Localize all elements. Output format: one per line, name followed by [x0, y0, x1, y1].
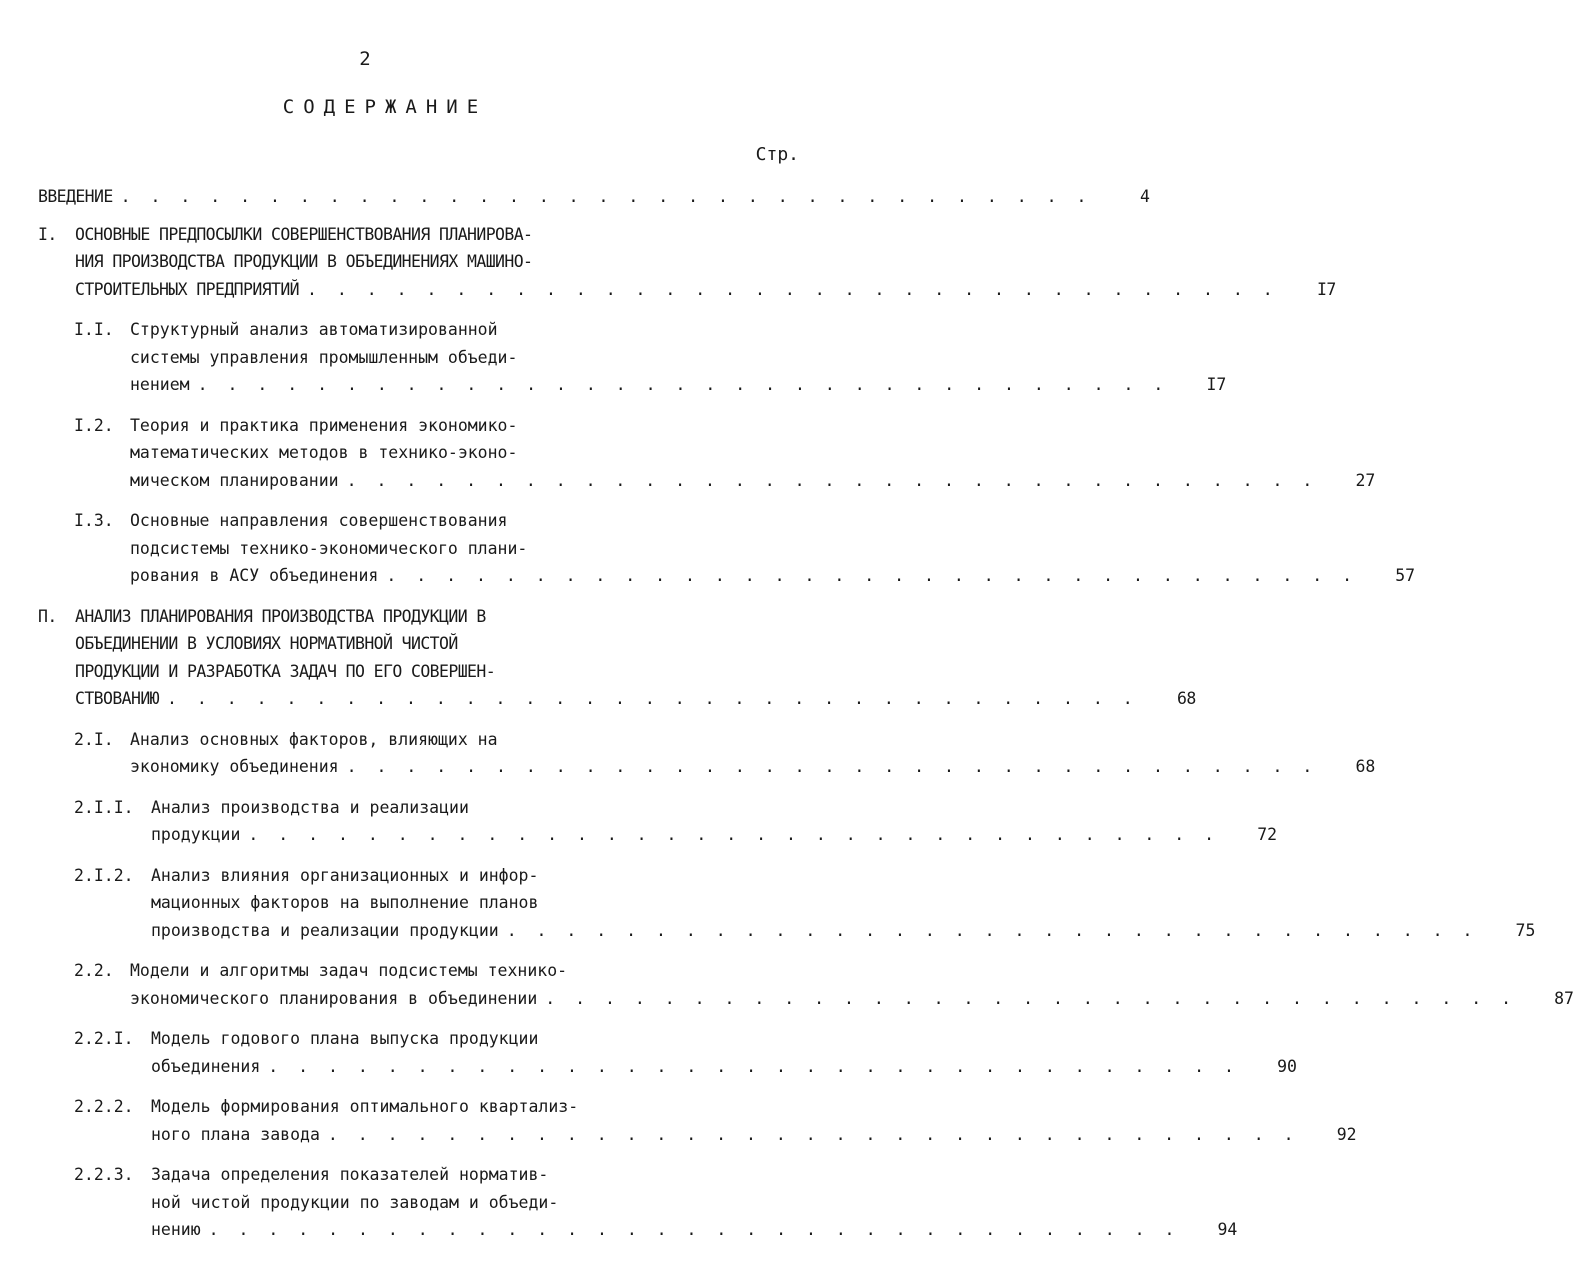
- toc-entry-page: 75: [1515, 920, 1536, 940]
- toc-entry-number: П.: [38, 606, 57, 626]
- toc-entry-number: 2.2.: [74, 961, 114, 980]
- page-column-label: Стр.: [755, 144, 799, 165]
- dot-leader: . . . . . . . . . . . . . . . . . . . . . . . . . . . . . . . . .: [248, 825, 1220, 844]
- dot-leader: . . . . . . . . . . . . . . . . . . . . . . . . . . . . . . . . .: [327, 1124, 1299, 1144]
- dot-leader: . . . . . . . . . . . . . . . . . . . . . . . . . . . . . . . . .: [346, 757, 1318, 776]
- toc-entry-text: Основные направления совершенствования: [130, 511, 508, 530]
- toc-entry-text: мическом планировании: [130, 470, 339, 490]
- toc-entry-text: подсистемы технико-экономического плани-: [130, 538, 528, 558]
- toc-entry-text: продукции: [151, 825, 241, 844]
- toc-entry-text: Анализ основных факторов, влияющих на: [130, 729, 498, 749]
- toc-entry-text: СТВОВАНИЮ: [75, 689, 160, 708]
- toc-entry-text: АНАЛИЗ ПЛАНИРОВАНИЯ ПРОИЗВОДСТВА ПРОДУКЦИИ В: [75, 606, 486, 626]
- toc-entry-text: Задача определения показателей норматив-: [151, 1165, 549, 1184]
- dot-leader: . . . . . . . . . . . . . . . . . . . . . . . . . . . . . . . . .: [307, 279, 1278, 299]
- dot-leader: . . . . . . . . . . . . . . . . . . . . . . . . . . . . . . . . .: [386, 566, 1358, 585]
- toc-entry-text: экономику объединения: [130, 757, 339, 776]
- toc-entry-text: ОБЪЕДИНЕНИИ В УСЛОВИЯХ НОРМАТИВНОЙ ЧИСТОЙ: [75, 634, 458, 653]
- toc-entry-page: 72: [1257, 825, 1278, 844]
- toc-entry-text: ОСНОВНЫЕ ПРЕДПОСЫЛКИ СОВЕРШЕНСТВОВАНИЯ ПЛАНИРОВА-: [75, 224, 533, 244]
- toc-entry-section-2-1: [38, 726, 1376, 781]
- toc-entry-section-2-2-3: [38, 1161, 1238, 1244]
- document-title: СОДЕРЖАНИЕ: [282, 96, 488, 118]
- toc-entry-text: НИЯ ПРОИЗВОДСТВА ПРОДУКЦИИ В ОБЪЕДИНЕНИЯХ МАШИНО-: [75, 252, 533, 271]
- toc-entry-text: ного плана завода: [151, 1124, 320, 1144]
- dot-leader: . . . . . . . . . . . . . . . . . . . . . . . . . . . . . . . . .: [208, 1220, 1180, 1239]
- toc-entry-page: 87: [1554, 988, 1574, 1008]
- dot-leader: . . . . . . . . . . . . . . . . . . . . . . . . . . . . . . . . .: [506, 920, 1478, 940]
- toc-entry-text: Теория и практика применения экономико-: [130, 415, 518, 435]
- toc-entry-text: нением: [130, 375, 190, 394]
- toc-entry-text: Модель годового плана выпуска продукции: [151, 1029, 539, 1048]
- toc-entry-page: 4: [1140, 187, 1150, 206]
- toc-entry-number: 2.2.I.: [74, 1029, 134, 1048]
- toc-entry-text: ной чистой продукции по заводам и объеди-: [151, 1192, 559, 1212]
- toc-entry-text: ВВЕДЕНИЕ: [38, 187, 113, 206]
- toc-entry-section-2-2-2: [38, 1093, 1357, 1148]
- toc-entry-page: I7: [1317, 279, 1336, 299]
- toc-entry-page: 92: [1336, 1124, 1357, 1144]
- toc-entry-text: объединения: [151, 1056, 261, 1076]
- table-of-contents: [38, 183, 1574, 1244]
- toc-entry-text: мационных факторов на выполнение планов: [151, 893, 539, 912]
- toc-entry-section-2-2-1: [38, 1025, 1297, 1080]
- toc-entry-page: 57: [1395, 566, 1416, 585]
- toc-entry-section-2-1-1: [38, 794, 1278, 849]
- toc-entry-chapter-1: [38, 221, 1336, 304]
- toc-entry-number: I.I.: [74, 320, 114, 339]
- toc-entry-text: Анализ влияния организационных и инфор-: [151, 865, 539, 885]
- page-number: 2: [359, 48, 371, 70]
- toc-entry-number: 2.I.2.: [74, 865, 134, 885]
- toc-entry-page: I7: [1206, 375, 1227, 394]
- toc-entry-page: 90: [1277, 1056, 1297, 1076]
- dot-leader: . . . . . . . . . . . . . . . . . . . . . . . . . . . . . . . . .: [197, 375, 1169, 394]
- toc-entry-text: экономического планирования в объединении: [130, 988, 538, 1008]
- dot-leader: . . . . . . . . . . . . . . . . . . . . . . . . . . . . . . . . .: [120, 187, 1092, 206]
- dot-leader: . . . . . . . . . . . . . . . . . . . . . . . . . . . . . . . . .: [346, 470, 1318, 490]
- toc-entry-text: Анализ производства и реализации: [151, 797, 469, 817]
- toc-entry-text: нению: [151, 1220, 201, 1239]
- toc-entry-number: 2.2.3.: [74, 1165, 134, 1184]
- toc-entry-text: математических методов в технико-эконо-: [130, 443, 518, 462]
- toc-entry-text: системы управления промышленным объеди-: [130, 347, 518, 367]
- dot-leader: . . . . . . . . . . . . . . . . . . . . . . . . . . . . . . . . .: [545, 988, 1516, 1008]
- toc-entry-number: I.2.: [74, 415, 114, 435]
- toc-entry-section-1-1: [38, 316, 1227, 399]
- toc-entry-text: Модели и алгоритмы задач подсистемы технико-: [130, 961, 568, 980]
- toc-entry-section-2-2: [38, 957, 1574, 1012]
- toc-entry-number: I.: [38, 224, 57, 244]
- toc-entry-page: 68: [1355, 757, 1376, 776]
- toc-entry-text: Структурный анализ автоматизированной: [130, 320, 498, 339]
- toc-entry-number: I.3.: [74, 511, 114, 530]
- toc-entry-text: СТРОИТЕЛЬНЫХ ПРЕДПРИЯТИЙ: [75, 279, 300, 299]
- toc-entry-number: 2.I.I.: [74, 797, 134, 817]
- toc-entry-text: производства и реализации продукции: [151, 920, 499, 940]
- toc-entry-section-2-1-2: [38, 862, 1536, 945]
- toc-entry-number: 2.I.: [74, 729, 114, 749]
- toc-entry-text: рования в АСУ объединения: [130, 566, 379, 585]
- toc-entry-page: 94: [1217, 1220, 1238, 1239]
- toc-entry-introduction: [38, 183, 1150, 211]
- toc-entry-number: 2.2.2.: [74, 1097, 134, 1116]
- dot-leader: . . . . . . . . . . . . . . . . . . . . . . . . . . . . . . . . .: [268, 1056, 1239, 1076]
- toc-entry-page: 68: [1177, 689, 1196, 708]
- toc-entry-chapter-2: [38, 603, 1196, 713]
- toc-entry-text: Модель формирования оптимального квартализ-: [151, 1097, 579, 1116]
- toc-entry-text: ПРОДУКЦИИ И РАЗРАБОТКА ЗАДАЧ ПО ЕГО СОВЕРШЕН-: [75, 661, 496, 681]
- toc-entry-page: 27: [1355, 470, 1376, 490]
- toc-entry-section-1-3: [38, 507, 1416, 590]
- toc-entry-section-1-2: [38, 412, 1376, 495]
- dot-leader: . . . . . . . . . . . . . . . . . . . . . . . . . . . . . . . . .: [167, 689, 1138, 708]
